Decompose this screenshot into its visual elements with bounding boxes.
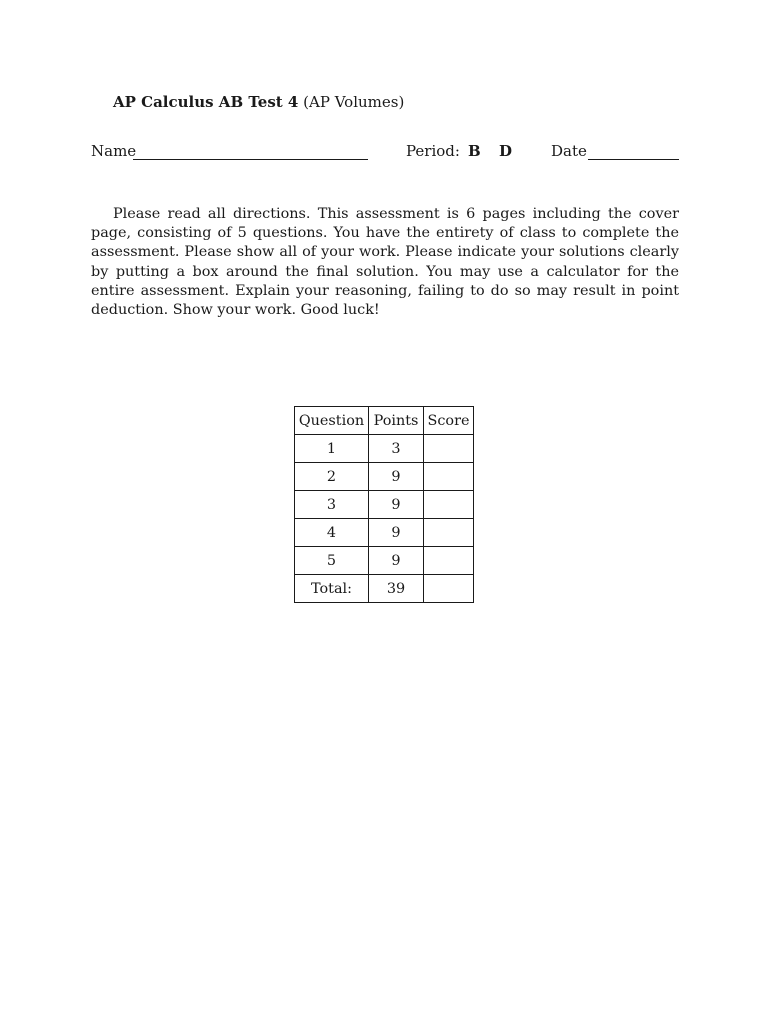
question-cell: 4 xyxy=(295,519,369,547)
header-question: Question xyxy=(295,407,369,435)
score-cell xyxy=(424,519,474,547)
test-title-subtitle: (AP Volumes) xyxy=(303,93,405,111)
test-title-main: AP Calculus AB Test 4 xyxy=(113,93,299,111)
grade-table-header-row xyxy=(295,407,474,435)
points-cell: 9 xyxy=(369,519,424,547)
points-cell: 9 xyxy=(369,491,424,519)
table-row xyxy=(295,519,474,547)
question-cell: 3 xyxy=(295,491,369,519)
name-label: Name xyxy=(91,142,137,160)
period-option-b: B xyxy=(468,142,481,160)
date-label: Date xyxy=(551,142,587,160)
total-label-cell: Total: xyxy=(295,575,369,603)
total-score-cell xyxy=(424,575,474,603)
points-cell: 9 xyxy=(369,547,424,575)
score-cell xyxy=(424,547,474,575)
score-cell xyxy=(424,463,474,491)
question-cell: 1 xyxy=(295,435,369,463)
directions-paragraph: Please read all directions. This assessment is 6 pages including the cover page, consisting of 5 questions. You have the entirety of class to complete the assessment. Please show all of your work. Please indicate your solutions clearly by putting a box around the final solution. You may use a calculator for the entire assessment. Explain your reasoning, failing to do so may result in point deduction. Show your work. Good luck! xyxy=(91,206,679,319)
grade-table xyxy=(294,406,474,603)
question-cell: 2 xyxy=(295,463,369,491)
total-points-cell: 39 xyxy=(369,575,424,603)
total-row xyxy=(295,575,474,603)
period-label: Period: xyxy=(406,142,460,160)
table-row xyxy=(295,463,474,491)
points-cell: 9 xyxy=(369,463,424,491)
date-blank-line xyxy=(588,159,679,160)
student-info-row xyxy=(91,141,679,163)
name-blank-line xyxy=(133,159,368,160)
score-cell xyxy=(424,435,474,463)
question-cell: 5 xyxy=(295,547,369,575)
table-row xyxy=(295,491,474,519)
header-points: Points xyxy=(369,407,424,435)
score-cell xyxy=(424,491,474,519)
period-option-d: D xyxy=(499,142,513,160)
table-row xyxy=(295,435,474,463)
header-score: Score xyxy=(424,407,474,435)
points-cell: 3 xyxy=(369,435,424,463)
test-title xyxy=(113,93,404,111)
table-row xyxy=(295,547,474,575)
